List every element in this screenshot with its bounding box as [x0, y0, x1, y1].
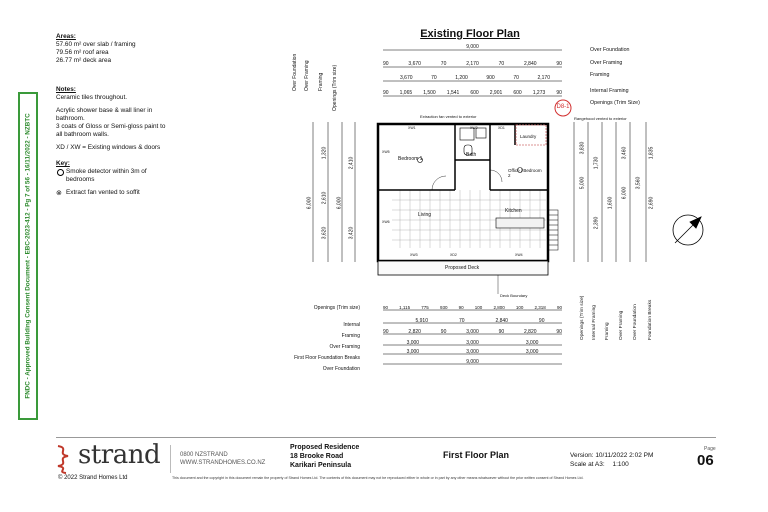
stairs	[548, 210, 558, 250]
dim-text: 90	[383, 90, 389, 96]
dim-right-10: 1,835	[648, 146, 655, 160]
dim-bot-foundation-breaks-row	[383, 349, 562, 355]
footer-divider	[56, 437, 716, 438]
dim-text: 90	[556, 305, 562, 310]
label-rb-openings: Openings (Trim size)	[580, 295, 585, 340]
dim-text: 70	[498, 61, 505, 67]
note-existing: XD / XW = Existing windows & doors	[56, 144, 161, 151]
kitchen-bench	[496, 218, 544, 228]
label-bot-openings: Openings (Trim size)	[313, 305, 360, 311]
dim-text: 70	[431, 75, 437, 81]
key-fan-text: Extract fan vented to soffit	[66, 189, 140, 196]
callout-rangehood: Rangehood vented to exterior	[574, 116, 627, 121]
dim-text: 100	[474, 305, 483, 310]
label-bot-over-framing: Over Framing	[329, 344, 360, 350]
label-rb-internal: Internal Framing	[592, 305, 597, 340]
project-name: Proposed Residence	[290, 444, 360, 451]
tag-xw2: XW2	[470, 126, 478, 130]
version-label: Version:	[570, 452, 594, 459]
dim-right-3: 2,390	[593, 216, 600, 230]
dim-text: 1,273	[532, 90, 546, 96]
dim-text: 70	[458, 318, 465, 324]
dim-text: 2,820	[408, 329, 421, 335]
dim-left-7: 2,410	[348, 156, 355, 170]
area-slab: 57.60 m² over slab / framing	[56, 41, 136, 48]
contact-block	[180, 451, 265, 467]
dim-text: 600	[470, 90, 479, 96]
exterior-wall	[378, 124, 548, 261]
dim-text: 90	[458, 305, 464, 310]
dim-text: 1,065	[399, 90, 413, 96]
page-number: 06	[697, 452, 714, 469]
dim-text: 2,800	[493, 305, 505, 310]
dim-text: 90	[556, 61, 562, 67]
dim-text: 1,200	[455, 75, 468, 81]
key-smoke-text: Smoke detector within 3m of bedrooms	[66, 168, 147, 183]
dim-text: 90	[383, 61, 389, 67]
bottom-labels	[270, 303, 360, 375]
dim-right-1: 5,000	[579, 176, 586, 190]
dim-text: 3,000	[525, 349, 539, 355]
dim-text: 2,820	[524, 329, 537, 335]
tag-xd2: XD2	[450, 253, 457, 257]
dim-text: 930	[439, 305, 448, 310]
right-bottom-labels	[572, 295, 672, 400]
dim-text: 2,170	[537, 75, 550, 81]
extract-fan-icon: ⊗	[56, 190, 62, 197]
door-office	[490, 170, 502, 182]
approval-stamp-text: FNDC - Approved Building Consent Document - EBC-2023-412 - Pg 7 of 56 - 16/11/2022 - NZBTC	[24, 113, 32, 399]
dim-left-5: 6,000	[336, 196, 343, 210]
dim-text: 1,541	[446, 90, 460, 96]
dim-bot-over-framing-row	[383, 340, 562, 346]
dim-over-framing-row	[383, 61, 562, 67]
dim-left-3: 2,610	[321, 191, 328, 205]
dim-text: 100	[515, 305, 524, 310]
dim-text: 2,170	[466, 61, 479, 67]
version-block	[570, 451, 653, 469]
building	[378, 124, 558, 275]
tag-xw3: XW3	[410, 253, 418, 257]
label-rb-framing: Framing	[605, 322, 610, 340]
label-bot-foundation-breaks: First Floor Foundation Breaks	[294, 355, 360, 361]
dim-text: 90	[538, 318, 545, 324]
dim-text: 3,000	[525, 340, 539, 346]
scale-value: 1:100	[612, 461, 629, 468]
area-roof: 79.56 m² roof area	[56, 49, 109, 56]
room-bath: Bath	[466, 152, 477, 158]
tag-xw6: XW6	[382, 220, 390, 224]
dim-text: 90	[556, 90, 562, 96]
dim-right-4: 1,730	[593, 156, 600, 170]
tag-xd1: XD1	[498, 126, 505, 130]
label-bot-framing: Framing	[341, 333, 360, 339]
logo-text: strand	[78, 440, 161, 470]
label-left-framing: Framing	[318, 72, 324, 91]
label-rb-over-foundation: Over Foundation	[633, 304, 638, 340]
project-locality: Karikari Peninsula	[290, 462, 352, 469]
website: WWW.STRANDHOMES.CO.NZ	[180, 460, 266, 466]
dim-right-7: 3,460	[621, 146, 628, 160]
dim-text: 3,670	[408, 61, 421, 67]
dim-left-1: 6,000	[306, 196, 313, 210]
dim-left-4: 1,320	[321, 146, 328, 160]
dim-text: 1,500	[423, 90, 436, 96]
notes-heading: Notes:	[56, 86, 76, 93]
strand-logo-icon	[52, 442, 76, 474]
dim-text: 70	[513, 75, 519, 81]
dim-text: 600	[513, 90, 522, 96]
tag-xw1: XW1	[408, 126, 416, 130]
dim-text: 70	[440, 61, 447, 67]
tag-xw4: XW4	[515, 253, 523, 257]
dim-text: 1,115	[399, 305, 411, 310]
callout-extract-fan: Extraction fan vented to exterior	[420, 114, 477, 119]
dim-right-8: 3,560	[635, 176, 642, 190]
project-street: 18 Brooke Road	[290, 453, 344, 460]
dim-right-2: 3,830	[579, 141, 586, 155]
dim-text: 90	[440, 329, 447, 335]
note-paint: 3 coats of Gloss or Semi-gloss paint to all bathroom walls.	[56, 123, 166, 138]
note-shower: Acrylic shower base & wall liner in bathroom.	[56, 107, 153, 122]
label-left-over-foundation: Over Foundation	[292, 53, 298, 91]
dim-bot-over-foundation: 9,000	[466, 359, 479, 365]
room-laundry: Laundry	[520, 134, 537, 139]
dim-text: 90	[498, 329, 505, 335]
dim-text: 2,840	[524, 61, 537, 67]
note-tiles: Ceramic tiles throughout.	[56, 94, 128, 101]
dim-text: 2,318	[534, 305, 546, 310]
callout-deck-boundary: Deck Boundary	[500, 293, 528, 298]
dim-text: 2,840	[495, 318, 508, 324]
dim-bot-framing-row	[383, 329, 562, 335]
label-framing: Framing	[590, 72, 610, 78]
project-block	[290, 443, 359, 470]
dim-text: 90	[383, 305, 389, 310]
sheet-title: First Floor Plan	[443, 450, 510, 460]
dim-text: 90	[383, 329, 389, 335]
dim-text: 3,000	[466, 329, 479, 335]
dim-text: 3,000	[466, 340, 479, 346]
dim-right-5: 1,600	[607, 196, 614, 210]
dim-text: 90	[556, 329, 562, 335]
room-living: Living	[418, 212, 432, 218]
door-bed1	[432, 176, 446, 190]
room-bedroom-1: Bedroom 1	[398, 156, 423, 162]
dim-text: 3,000	[406, 340, 420, 346]
label-bot-internal: Internal	[343, 322, 360, 328]
label-bot-over-foundation: Over Foundation	[322, 366, 360, 372]
dim-openings-row	[383, 90, 562, 96]
top-right-labels	[590, 44, 640, 110]
dim-left-2: 3,620	[321, 226, 328, 240]
room-office: Office / Bedroom 2	[508, 168, 542, 178]
room-kitchen: Kitchen	[505, 208, 522, 214]
label-rb-over-framing: Over Framing	[619, 310, 624, 340]
plan-title: Existing Floor Plan	[420, 28, 520, 40]
dim-right-6: 6,000	[621, 186, 628, 200]
dim-over-foundation: 9,000	[466, 44, 479, 50]
disclaimer: This document and the copyright in this document remain the property of Strand Homes Ltd. The contents of this document may not be reproduced either in whole or in part by any other means whatsoever without the prior written consent of Strand Homes Ltd.	[172, 476, 584, 480]
key-heading: Key:	[56, 160, 70, 167]
page-label: Page	[704, 446, 716, 452]
dim-text: 900	[486, 75, 495, 81]
dim-text: 775	[421, 305, 429, 310]
dim-text: 3,670	[400, 75, 413, 81]
room-deck: Proposed Deck	[445, 265, 480, 271]
north-arrow-icon	[673, 215, 703, 245]
dim-text: 5,910	[415, 318, 428, 324]
dim-framing-row	[400, 75, 550, 81]
top-left-labels	[286, 53, 366, 116]
label-left-openings: Openings (Trim size)	[332, 64, 338, 111]
label-left-over-framing: Over Framing	[304, 60, 310, 91]
label-over-framing: Over Framing	[590, 59, 623, 66]
version-value: 10/11/2022 2:02 PM	[595, 452, 654, 459]
footer-vdivider	[170, 445, 171, 473]
dim-text: 3,000	[466, 349, 479, 355]
label-rb-foundation-breaks: Foundation Breaks	[648, 299, 653, 340]
label-internal-framing: Internal Framing	[590, 87, 629, 94]
dim-bot-openings-row	[383, 305, 562, 310]
dim-text: 2,901	[489, 90, 503, 96]
copyright: © 2022 Strand Homes Ltd	[58, 475, 128, 481]
dim-left-6: 3,420	[348, 226, 355, 240]
detail-tag-label: D8-1	[556, 104, 570, 110]
areas-heading: Areas:	[56, 33, 76, 40]
scale-label: Scale at A3:	[570, 461, 605, 468]
label-openings-trim: Openings (Trim Size)	[590, 100, 640, 106]
dim-right-9: 2,690	[648, 196, 655, 210]
label-over-foundation: Over Foundation	[590, 47, 630, 53]
phone: 0800 NZSTRAND	[180, 452, 228, 458]
area-deck: 26.77 m² deck area	[56, 57, 112, 64]
dim-bot-internal-row	[400, 318, 560, 324]
tag-xw5: XW5	[382, 150, 390, 154]
dim-text: 3,000	[406, 349, 420, 355]
